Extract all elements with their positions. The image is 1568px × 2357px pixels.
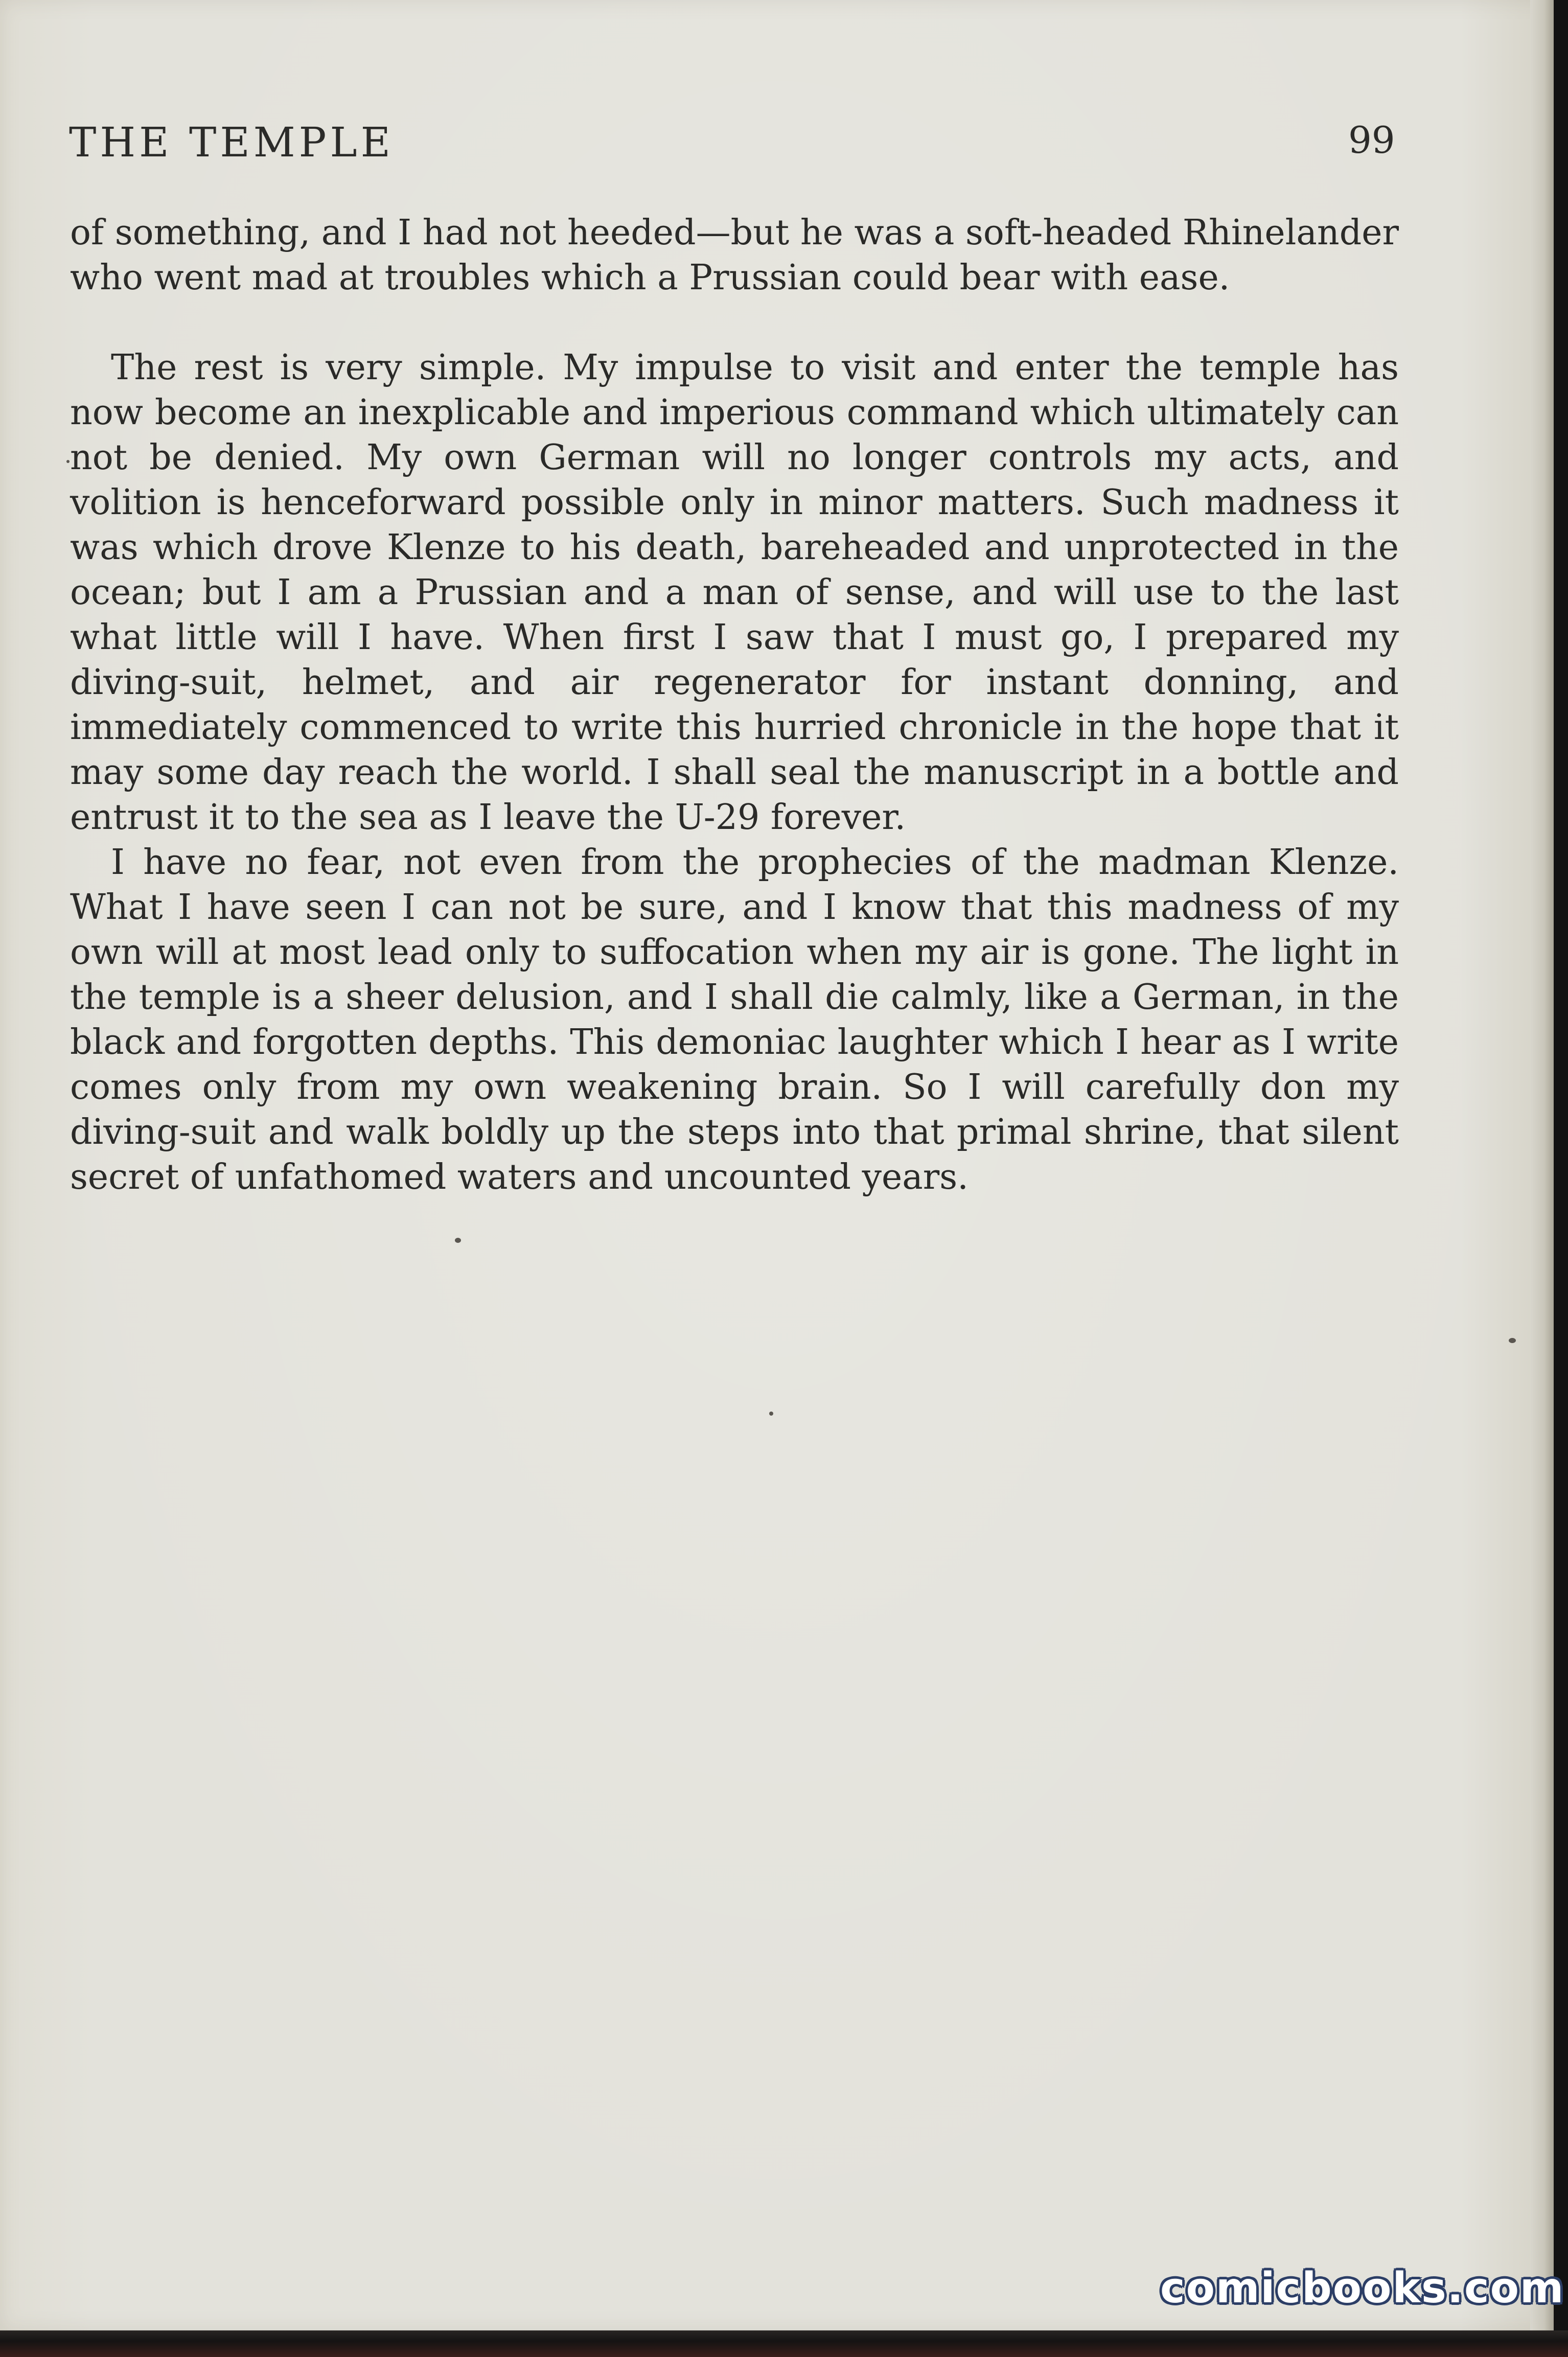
paragraph: I have no fear, not even from the prophecies of the madman Klenze. What I have seen I can not be sure, and I know that this madness of my own will at most lead only to suffocation when my air is gone. The light in the temple is a sheer delusion, and I shall die calmly, like a German, in the black and forgotten depths. This demoniac laughter which I hear as I write comes only from my own weakening brain. So I will carefully don my diving-suit and walk boldly up the steps into that primal shrine, that silent secret of unfathomed waters and uncounted years.: [70, 842, 1399, 1197]
paragraph: The rest is very simple. My impulse to visit and enter the temple has now become an inexplicable and imperious command which ultimately can not be denied. My own German will no longer controls my acts, and volition is henceforward possible only in minor matters. Such madness it was which drove Klenze to his death, bareheaded and unprotected in the ocean; but I am a Prussian and a man of sense, and will use to the last what little will I have. When first I saw that I must go, I prepared my diving-suit, helmet, and air regenerator for instant donning, and immediately commenced to write this hurried chronicle in the hope that it may some day reach the world. I shall seal the manuscript in a bottle and entrust it to the sea as I leave the U-29 forever.: [70, 348, 1399, 838]
paper-speck: [769, 1412, 773, 1416]
book-bottom-edge: [0, 2330, 1568, 2357]
running-head: THE TEMPLE: [69, 119, 394, 166]
paper-speck: [66, 460, 70, 463]
page-edge-shadow: [1530, 0, 1554, 2330]
paper-speck: [1509, 1338, 1516, 1343]
site-watermark: comicbooks.com: [1160, 2264, 1565, 2313]
paragraph-continuation: of something, and I had not heeded—but he was a soft-headed Rhinelander who went mad at troubles which a Prussian could bear with ease.: [70, 213, 1399, 298]
page-number: 99: [1348, 119, 1395, 161]
body-text: [70, 211, 1399, 1200]
paper-speck: [455, 1238, 461, 1243]
